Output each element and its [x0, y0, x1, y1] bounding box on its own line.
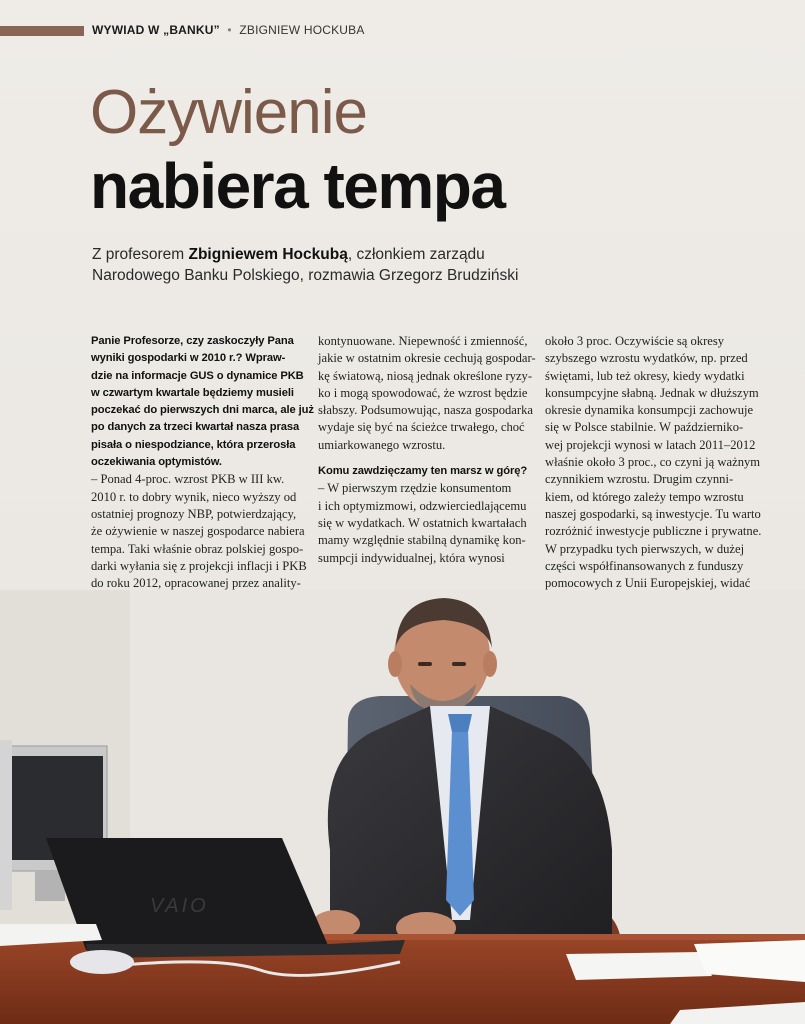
text-line: pisała o niespodziance, która przerosła [91, 438, 296, 451]
person-eye-right [452, 662, 466, 666]
text-line: oczekiwania optymistów. [91, 456, 222, 469]
text-line: umiarkowanego wzrostu. [318, 437, 446, 452]
text-line: świętami, lub też okresy, kiedy wydatki [545, 368, 745, 383]
text-line: w czwartym kwartale będziemy musieli [91, 386, 294, 399]
text-line: się w Polsce stabilnie. W październiko- [545, 420, 744, 435]
answer-1-continued [318, 333, 536, 454]
text-line: słabszy. Podsumowując, nasza gospodarka [318, 403, 533, 418]
text-line: czynnikiem wzrostu. Drugim czynni- [545, 472, 734, 487]
text-line: po danych za trzeci kwartał nasza prasa [91, 421, 300, 434]
text-line: właśnie około 3 proc., co czyni ją ważnym [545, 455, 761, 470]
text-line: kiem, od którego zależy tempo wzrostu [545, 489, 744, 504]
text-column-2 [318, 333, 536, 567]
lead-line-2: Narodowego Banku Polskiego, rozmawia Grzegorz Brudziński [92, 267, 519, 284]
headline-line-2: nabiera tempa [90, 150, 505, 222]
person-ear-right [483, 651, 497, 677]
text-line: i ich optymizmowi, odzwierciedlającemu [318, 498, 527, 513]
lead-paragraph [92, 244, 712, 286]
text-line: – W pierwszym rzędzie konsumentom [318, 481, 512, 496]
text-line: kontynuowane. Niepewność i zmienność, [318, 334, 528, 348]
text-line: sumpcji indywidualnej, która wynosi [318, 550, 505, 565]
text-line: wej projekcji wynosi w latach 2011–2012 [545, 437, 756, 452]
text-line: tempa. Taki właśnie obraz polskiej gospo- [91, 541, 304, 556]
text-line: ostatniej prognozy NBP, potwierdzający, [91, 506, 297, 521]
text-line: W przypadku tych pierwszych, w dużej [545, 541, 745, 556]
text-line: Komu zawdzięczamy ten marsz w górę? [318, 465, 528, 478]
section-label: WYWIAD W „BANKU” [92, 23, 220, 37]
text-line: kę światową, niosą jednak określone ryzy- [318, 368, 533, 383]
person-tie-knot [448, 714, 472, 732]
text-line: części współfinansowanych z funduszy [545, 558, 744, 573]
question-1 [91, 333, 314, 471]
laptop-logo: VAIO [150, 895, 209, 917]
answer-2 [318, 480, 527, 566]
lead-prefix: Z profesorem [92, 246, 189, 263]
text-line: się w wydatkach. W ostatnich kwartałach [318, 515, 527, 530]
interview-photo [0, 590, 805, 1024]
text-line: – Ponad 4-proc. wzrost PKB w III kw. [91, 472, 285, 487]
separator-dot: • [227, 23, 232, 37]
question-2 [318, 463, 528, 480]
monitor-left-edge [0, 740, 12, 910]
interviewee-name: Zbigniewem Hockubą [188, 246, 348, 263]
section-color-bar [0, 26, 84, 36]
text-line: mamy względnie stabilną dynamikę kon- [318, 533, 526, 548]
text-line: Panie Profesorze, czy zaskoczyły Pana [91, 335, 294, 347]
text-line: konsumpcyjne słabną. Jednak w dłuższym [545, 385, 759, 400]
text-line: jakie w ostatnim okresie cechują gospodar- [318, 351, 536, 366]
text-line: do roku 2012, opracowanej przez anality- [91, 576, 301, 591]
text-line: szybszego wzrostu wydatków, np. przed [545, 351, 748, 366]
mouse [70, 950, 134, 974]
text-line: ko i mogą spowodować, że wzrost będzie [318, 385, 528, 400]
person-ear-left [388, 651, 402, 677]
text-line: naszej gospodarki, są inwestycje. Tu warto [545, 506, 761, 521]
headline-line-1: Ożywienie [90, 78, 367, 147]
text-line: około 3 proc. Oczywiście są okresy [545, 334, 725, 348]
text-line: 2010 r. to dobry wynik, nieco wyższy od [91, 489, 297, 504]
text-line: pomocowych z Unii Europejskiej, widać [545, 576, 751, 591]
text-line: rozróżnić inwestycje publiczne i prywatne. [545, 524, 762, 539]
text-line: darki wyłania się z projekcji inflacji i PKB [91, 558, 307, 573]
text-line: wydaje się być na ścieżce trwałego, choć [318, 420, 525, 435]
text-line: poczekać do pierwszych dni marca, ale już [91, 404, 314, 417]
text-line: wyniki gospodarki w 2010 r.? Wpraw- [91, 352, 286, 365]
lead-line-1-rest: , członkiem zarządu [347, 246, 485, 263]
section-header [92, 23, 365, 37]
person-eye-left [418, 662, 432, 666]
papers-right [566, 952, 712, 980]
text-line: okresie dynamika konsumpcji zachowuje [545, 403, 754, 418]
section-author: ZBIGNIEW HOCKUBA [239, 23, 365, 37]
text-line: że ożywienie w naszej gospodarce nabiera [91, 524, 305, 539]
text-line: dzie na informacje GUS o dynamice PKB [91, 369, 304, 382]
